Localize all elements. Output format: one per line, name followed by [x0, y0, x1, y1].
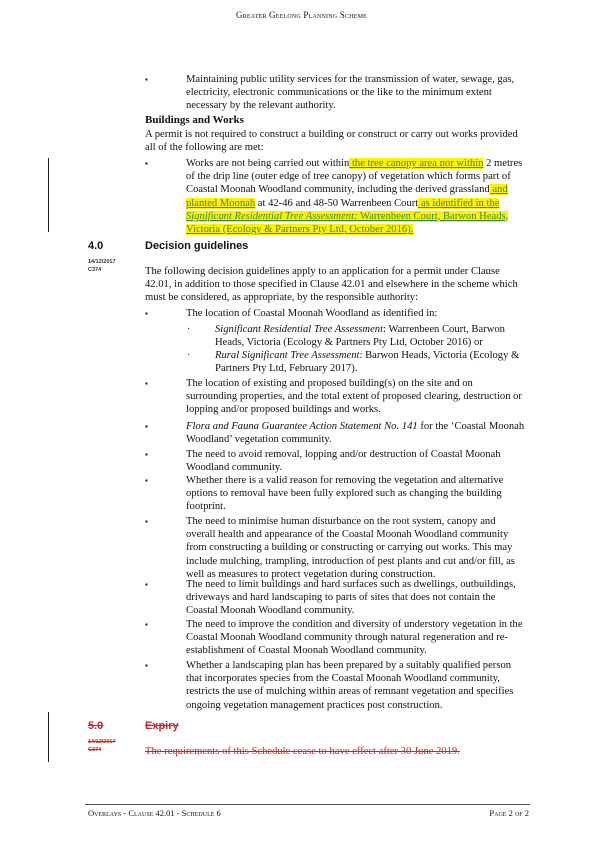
bullet-icon: ▪ — [145, 159, 148, 168]
list-item-text: The need to minimise human disturbance on the root system, canopy and overall health and appearance of the Coastal Moonah Woodland community from constructing a building or constructing or carrying out works. This may include mulching, trampling, introduction of pest plants and cut and/or fill, as well as measures to protect vegetation during construction. — [186, 516, 515, 580]
revision-bar — [48, 712, 49, 762]
list-item-text: Flora and Fauna Guarantee Action Statement No. 141 for the ‘Coastal Moonah Woodland’ vegetation community. — [186, 421, 525, 446]
section-intro: The following decision guidelines apply to an application for a permit under Clause 42.01, in addition to those specified in Clause 42.01 and elsewhere in the scheme which must be considered, as appropriate, by the responsible authority: — [145, 266, 518, 304]
subheading-buildings-works: Buildings and Works — [145, 114, 244, 126]
list-item — [145, 515, 525, 581]
revision-bar — [48, 158, 49, 232]
list-item — [145, 659, 525, 712]
list-item — [145, 474, 525, 514]
amendment-date: 14/12/2017 — [88, 739, 116, 745]
section-meta — [88, 258, 116, 274]
bullet-icon: ▪ — [145, 580, 148, 589]
list-item — [145, 420, 525, 446]
inserted-text: and planted Moonah — [186, 184, 508, 209]
inserted-text: Warrenbeen Court, Barwon Heads, Victoria (Ecology & Partners Pty Ltd, October 2016). — [186, 210, 509, 236]
section-number-deleted: 5.0 — [88, 720, 104, 732]
list-item-text: The need to improve the condition and diversity of understory vegetation in the Coastal Moonah Woodland community through natural regeneration and re-establishment of Coastal Moonah Woodland community. — [186, 619, 523, 657]
buildings-intro: A permit is not required to construct a building or construct or carry out works provided all of the following are met: — [145, 129, 518, 154]
bullet-icon: ▪ — [145, 75, 148, 84]
list-item — [145, 73, 525, 113]
page-header: Greater Geelong Planning Scheme — [236, 10, 367, 20]
bullet-icon: ▪ — [145, 476, 148, 485]
footer-divider — [85, 804, 530, 805]
inserted-text: Significant Residential Tree Assessment: — [186, 210, 358, 222]
list-item-text: Whether there is a valid reason for removing the vegetation and alternative options to removal have been fully explored such as changing the building footprint. — [186, 475, 504, 513]
bullet-icon: ▪ — [145, 309, 148, 318]
list-item-text: Maintaining public utility services for the transmission of water, sewage, gas, electricity, electronic communications or the like to the minimum extent necessary by the relevant authority. — [186, 74, 515, 112]
list-item — [145, 448, 525, 474]
expiry-text-deleted: The requirements of this Schedule cease to have effect after 30 June 2019. — [145, 746, 460, 757]
bullet-icon: ▪ — [145, 379, 148, 388]
bullet-icon: ▪ — [145, 450, 148, 459]
list-item-text: Works are not being carried out within the tree canopy area nor within 2 metres of the drip line (outer edge of tree canopy) of vegetation which forms part of Coastal Moonah Woodland community, including the derived grassland and planted Moonah at 42-46 and 48-50 Warrenbeen Court as identified in the Significant Residential Tree Assessment: Warrenbeen Court, Barwon Heads, Victoria (Ecology & Partners Pty Ltd, October 2016). — [186, 158, 523, 236]
amendment-code: C374 — [88, 747, 102, 753]
section-title-deleted: Expiry — [145, 720, 179, 732]
list-item-text: The need to limit buildings and hard surfaces such as dwellings, outbuildings, driveways and hard landscaping to parts of sites that does not contain the Coastal Moonah Woodland community. — [186, 579, 516, 617]
amendment-code: C374 — [88, 267, 102, 273]
section-number: 4.0 — [88, 240, 104, 252]
section-meta-deleted — [88, 738, 116, 754]
list-item — [145, 307, 525, 320]
sub-list-item — [187, 349, 527, 375]
list-item-text: The need to avoid removal, lopping and/or destruction of Coastal Moonah Woodland community. — [186, 449, 501, 474]
sub-list-item — [187, 323, 527, 349]
inserted-text: the tree canopy area nor within — [349, 158, 484, 169]
bullet-icon: ▪ — [145, 620, 148, 629]
dot-icon: · — [187, 324, 191, 335]
list-item-text: Whether a landscaping plan has been prepared by a suitably qualified person that incorporates species from the Coastal Moonah Woodland community, restricts the use of mulching within areas of remnant vegetation and specifies ongoing vegetation management practices post construction. — [186, 660, 514, 711]
inserted-text: as identified in the — [418, 197, 500, 209]
list-item — [145, 578, 525, 618]
sub-list-item-text: Significant Residential Tree Assessment: Warrenbeen Court, Barwon Heads, Victoria (Ecology & Partners Pty Ltd, October 2016) or — [215, 324, 505, 349]
bullet-icon: ▪ — [145, 517, 148, 526]
footer-left: Overlays - Clause 42.01 - Schedule 6 — [88, 808, 221, 818]
amendment-date: 14/12/2017 — [88, 259, 116, 265]
bullet-icon: ▪ — [145, 422, 148, 431]
list-item-text: The location of existing and proposed building(s) on the site and on surrounding properties, and the total extent of proposed clearing, destruction or lopping and/or proposed buildings and works. — [186, 378, 522, 416]
sub-list-item-text: Rural Significant Tree Assessment: Barwon Heads, Victoria (Ecology & Partners Pty Ltd, February 2017). — [215, 350, 520, 375]
list-item — [145, 157, 525, 236]
bullet-icon: ▪ — [145, 661, 148, 670]
list-item-text: The location of Coastal Moonah Woodland as identified in: — [186, 308, 438, 319]
list-item — [145, 618, 525, 658]
footer-page-number: Page 2 of 2 — [489, 808, 529, 818]
list-item — [145, 377, 525, 417]
section-title: Decision guidelines — [145, 240, 249, 252]
dot-icon: · — [187, 350, 191, 361]
